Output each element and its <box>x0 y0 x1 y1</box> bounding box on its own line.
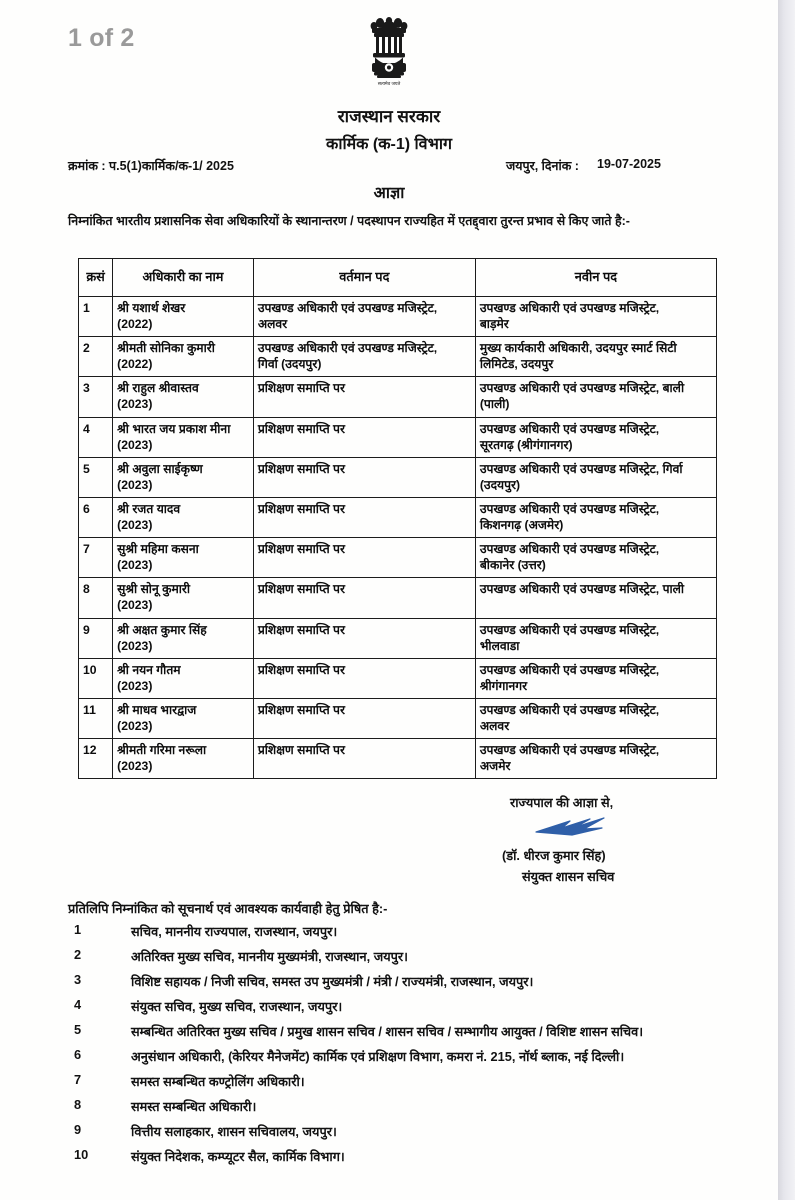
cell-officer-name-line-2: (2023) <box>117 397 153 412</box>
cell-new-post <box>475 457 716 497</box>
cell-new-post-line-1: उपखण्ड अधिकारी एवं उपखण्ड मजिस्ट्रेट, बाली <box>479 381 685 396</box>
cell-sno-line-1: 7 <box>83 542 90 557</box>
table-row <box>79 337 717 377</box>
distribution-heading: प्रतिलिपि निम्नांकित को सूचनार्थ एवं आवश्यक कार्यवाही हेतु प्रेषित है:- <box>68 901 388 916</box>
cell-officer-name <box>113 297 254 337</box>
cell-current-post <box>253 417 475 457</box>
cell-sno <box>79 457 113 497</box>
government-name: राजस्थान सरकार <box>337 107 441 126</box>
emblem-svg <box>366 14 412 92</box>
cell-sno <box>79 297 113 337</box>
cell-officer-name-line-2: (2023) <box>117 437 153 452</box>
list-item-number: 5 <box>74 1022 82 1037</box>
cell-new-post <box>475 658 716 698</box>
cell-officer-name-line-1: श्री माधव भारद्वाज <box>117 702 197 717</box>
list-item-number: 4 <box>74 997 82 1012</box>
cell-current-post <box>253 497 475 537</box>
list-item-number: 2 <box>74 947 82 962</box>
list-item <box>68 997 758 1022</box>
cell-sno-line-1: 3 <box>83 381 90 396</box>
cell-officer-name <box>113 337 254 377</box>
by-order-of-governor: राज्यपाल की आज्ञा से, <box>510 795 614 810</box>
cell-new-post-line-1: उपखण्ड अधिकारी एवं उपखण्ड मजिस्ट्रेट, <box>479 542 660 557</box>
cell-officer-name <box>113 698 254 738</box>
cell-current-post-line-1: प्रशिक्षण समाप्ति पर <box>257 542 345 557</box>
cell-new-post-line-2: (उदयपुर) <box>479 477 521 492</box>
list-item-text: संयुक्त निदेशक, कम्प्यूटर सैल, कार्मिक विभाग। <box>131 1149 345 1164</box>
cell-officer-name <box>113 377 254 417</box>
cell-officer-name-line-2: (2023) <box>117 477 153 492</box>
cell-officer-name <box>113 417 254 457</box>
cell-sno-line-1: 1 <box>83 301 90 315</box>
column-header-name: अधिकारी का नाम <box>113 259 254 297</box>
cell-officer-name-line-2: (2022) <box>117 357 153 372</box>
table-row <box>79 618 717 658</box>
table-row <box>79 417 717 457</box>
table-row <box>79 297 717 337</box>
cell-new-post-line-1: उपखण्ड अधिकारी एवं उपखण्ड मजिस्ट्रेट, <box>479 702 660 717</box>
cell-sno <box>79 377 113 417</box>
list-item <box>68 1047 758 1072</box>
cell-new-post-line-1: उपखण्ड अधिकारी एवं उपखण्ड मजिस्ट्रेट, <box>479 622 660 637</box>
cell-officer-name-line-1: श्री भारत जय प्रकाश मीना <box>117 421 231 436</box>
cell-current-post-line-1: प्रशिक्षण समाप्ति पर <box>257 702 345 717</box>
cell-current-post <box>253 457 475 497</box>
cell-officer-name <box>113 658 254 698</box>
list-item <box>68 922 758 947</box>
cell-current-post-line-1: उपखण्ड अधिकारी एवं उपखण्ड मजिस्ट्रेट, <box>257 341 438 356</box>
signer-designation: संयुक्त शासन सचिव <box>522 869 615 884</box>
place-date-label: जयपुर, दिनांक : <box>506 159 579 173</box>
cell-officer-name <box>113 538 254 578</box>
cell-new-post-line-2: लिमिटेड, उदयपुर <box>479 357 554 372</box>
emblem-motto: सत्यमेव जयते <box>377 81 401 86</box>
column-header-sno: क्रसं <box>79 259 113 297</box>
cell-officer-name-line-2: (2023) <box>117 558 153 573</box>
cell-sno <box>79 417 113 457</box>
distribution-list <box>68 922 758 1172</box>
cell-current-post <box>253 538 475 578</box>
cell-current-post <box>253 739 475 779</box>
list-item-number: 3 <box>74 972 82 987</box>
cell-officer-name-line-2: (2023) <box>117 678 153 693</box>
cell-officer-name-line-1: सुश्री सोनू कुमारी <box>117 582 191 597</box>
signer-name: (डॉ. धीरज कुमार सिंह) <box>502 848 606 863</box>
list-item <box>68 1072 758 1097</box>
cell-current-post-line-2: अलवर <box>257 317 288 332</box>
cell-new-post <box>475 698 716 738</box>
officer-transfer-table <box>78 258 717 779</box>
cell-officer-name-line-2: (2023) <box>117 638 153 653</box>
cell-current-post <box>253 297 475 337</box>
table-header-row <box>79 259 717 297</box>
cell-current-post-line-1: प्रशिक्षण समाप्ति पर <box>257 662 345 677</box>
cell-officer-name <box>113 618 254 658</box>
list-item <box>68 1122 758 1147</box>
cell-officer-name-line-1: श्री राहुल श्रीवास्तव <box>117 381 199 396</box>
cell-new-post-line-1: उपखण्ड अधिकारी एवं उपखण्ड मजिस्ट्रेट, <box>479 743 660 758</box>
cell-current-post <box>253 698 475 738</box>
cell-current-post <box>253 618 475 658</box>
table-row <box>79 377 717 417</box>
cell-new-post-line-2: अलवर <box>479 718 510 733</box>
cell-current-post-line-1: प्रशिक्षण समाप्ति पर <box>257 501 345 516</box>
cell-officer-name-line-1: श्री अवुला साईकृष्ण <box>117 461 203 476</box>
cell-sno-line-1: 2 <box>83 341 90 356</box>
cell-sno <box>79 578 113 618</box>
cell-sno <box>79 618 113 658</box>
list-item-text: सचिव, माननीय राज्यपाल, राजस्थान, जयपुर। <box>131 924 338 939</box>
cell-current-post <box>253 337 475 377</box>
cell-new-post <box>475 377 716 417</box>
list-item-number: 1 <box>74 922 82 937</box>
cell-new-post <box>475 739 716 779</box>
cell-sno-line-1: 10 <box>83 662 97 677</box>
list-item <box>68 1097 758 1122</box>
ashoka-lion-capital-emblem <box>0 14 778 97</box>
cell-sno-line-1: 11 <box>83 702 96 717</box>
cell-new-post-line-1: उपखण्ड अधिकारी एवं उपखण्ड मजिस्ट्रेट, <box>479 501 660 516</box>
cell-sno <box>79 698 113 738</box>
column-header-current-post: वर्तमान पद <box>253 259 475 297</box>
list-item <box>68 1022 758 1047</box>
list-item-text: विशिष्ट सहायक / निजी सचिव, समस्त उप मुख्यमंत्री / मंत्री / राज्यमंत्री, राजस्थान, जयपुर। <box>131 974 534 989</box>
signature-block <box>488 793 748 885</box>
cell-officer-name-line-1: श्री यशार्थ शेखर <box>117 301 186 315</box>
cell-officer-name-line-1: श्रीमती सोनिका कुमारी <box>117 341 215 356</box>
cell-new-post <box>475 497 716 537</box>
cell-new-post <box>475 337 716 377</box>
list-item <box>68 972 758 997</box>
cell-new-post-line-2: (पाली) <box>479 397 510 412</box>
table-row <box>79 739 717 779</box>
cell-current-post <box>253 658 475 698</box>
table-row <box>79 578 717 618</box>
table-row <box>79 538 717 578</box>
column-header-new-post: नवीन पद <box>475 259 716 297</box>
cell-current-post-line-1: प्रशिक्षण समाप्ति पर <box>257 461 345 476</box>
cell-officer-name <box>113 739 254 779</box>
order-title: आज्ञा <box>373 185 405 202</box>
cell-officer-name-line-2: (2022) <box>117 317 153 332</box>
cell-sno-line-1: 6 <box>83 501 90 516</box>
table-row <box>79 457 717 497</box>
cell-officer-name-line-2: (2023) <box>117 518 153 533</box>
cell-officer-name <box>113 578 254 618</box>
cell-officer-name-line-2: (2023) <box>117 718 153 733</box>
cell-sno <box>79 658 113 698</box>
cell-new-post-line-1: उपखण्ड अधिकारी एवं उपखण्ड मजिस्ट्रेट, <box>479 421 660 436</box>
list-item-text: अतिरिक्त मुख्य सचिव, माननीय मुख्यमंत्री, राजस्थान, जयपुर। <box>131 949 408 964</box>
cell-new-post-line-2: बीकानेर (उत्तर) <box>479 558 546 573</box>
page-edge-shadow <box>778 0 795 1200</box>
list-item-number: 6 <box>74 1047 82 1062</box>
cell-new-post <box>475 618 716 658</box>
list-item-text: अनुसंधान अधिकारी, (केरियर मैनेजमेंट) कार्मिक एवं प्रशिक्षण विभाग, कमरा नं. 215, नॉर्थ ब्लाक, नई दिल्ली। <box>131 1049 625 1064</box>
cell-officer-name-line-1: श्री नयन गौतम <box>117 662 181 677</box>
list-item-text: समस्त सम्बन्धित अधिकारी। <box>131 1099 257 1114</box>
cell-officer-name-line-1: श्री रजत यादव <box>117 501 181 516</box>
list-item-text: वित्तीय सलाहकार, शासन सचिवालय, जयपुर। <box>131 1124 337 1139</box>
cell-officer-name <box>113 497 254 537</box>
cell-new-post-line-2: श्रीगंगानगर <box>479 678 528 693</box>
cell-sno <box>79 538 113 578</box>
cell-new-post-line-1: मुख्य कार्यकारी अधिकारी, उदयपुर स्मार्ट सिटी <box>479 341 677 356</box>
list-item-text: समस्त सम्बन्धित कण्ट्रोलिंग अधिकारी। <box>131 1074 305 1089</box>
cell-current-post-line-1: प्रशिक्षण समाप्ति पर <box>257 622 345 637</box>
cell-current-post-line-1: प्रशिक्षण समाप्ति पर <box>257 743 345 758</box>
cell-new-post <box>475 297 716 337</box>
order-date: 19-07-2025 <box>597 157 661 171</box>
cell-new-post-line-2: सूरतगढ़ (श्रीगंगानगर) <box>479 437 573 452</box>
cell-new-post-line-1: उपखण्ड अधिकारी एवं उपखण्ड मजिस्ट्रेट, <box>479 662 660 677</box>
list-item-number: 7 <box>74 1072 82 1087</box>
cell-new-post-line-2: किशनगढ़ (अजमेर) <box>479 518 564 533</box>
cell-new-post <box>475 538 716 578</box>
cell-current-post-line-1: प्रशिक्षण समाप्ति पर <box>257 381 345 396</box>
cell-current-post <box>253 377 475 417</box>
table-row <box>79 497 717 537</box>
cell-current-post-line-1: उपखण्ड अधिकारी एवं उपखण्ड मजिस्ट्रेट, <box>257 301 438 315</box>
handwritten-signature <box>532 813 612 843</box>
list-item-number: 10 <box>74 1147 89 1162</box>
cell-new-post <box>475 578 716 618</box>
cell-sno <box>79 497 113 537</box>
cell-officer-name-line-1: श्रीमती गरिमा नरूला <box>117 743 207 758</box>
table-row <box>79 658 717 698</box>
department-name: कार्मिक (क-1) विभाग <box>326 136 452 153</box>
cell-officer-name <box>113 457 254 497</box>
list-item-text: सम्बन्धित अतिरिक्त मुख्य सचिव / प्रमुख शासन सचिव / शासन सचिव / सम्भागीय आयुक्त / विशिष्ट शासन सचिव। <box>131 1024 644 1039</box>
cell-current-post-line-1: प्रशिक्षण समाप्ति पर <box>257 582 345 597</box>
cell-sno-line-1: 8 <box>83 582 90 597</box>
order-preamble: निम्नांकित भारतीय प्रशासनिक सेवा अधिकारियों के स्थानान्तरण / पदस्थापन राज्यहित में एतद्द्वारा तुरन्त प्रभाव से किए जाते है:- <box>68 214 630 228</box>
table-row <box>79 698 717 738</box>
reference-number: क्रमांक : प.5(1)कार्मिक/क-1/ 2025 <box>68 159 234 173</box>
cell-sno-line-1: 5 <box>83 461 90 476</box>
cell-sno-line-1: 12 <box>83 743 97 758</box>
page-indicator: 1 of 2 <box>68 24 135 52</box>
cell-sno <box>79 337 113 377</box>
cell-new-post-line-2: भीलवाडा <box>479 638 520 653</box>
cell-sno <box>79 739 113 779</box>
cell-new-post-line-1: उपखण्ड अधिकारी एवं उपखण्ड मजिस्ट्रेट, <box>479 301 660 315</box>
cell-new-post-line-1: उपखण्ड अधिकारी एवं उपखण्ड मजिस्ट्रेट, गिर्वा <box>479 461 683 476</box>
list-item <box>68 947 758 972</box>
cell-new-post-line-1: उपखण्ड अधिकारी एवं उपखण्ड मजिस्ट्रेट, पाली <box>479 582 685 597</box>
cell-new-post-line-2: बाड़मेर <box>479 317 509 332</box>
cell-officer-name-line-2: (2023) <box>117 598 153 613</box>
cell-current-post-line-2: गिर्वा (उदयपुर) <box>257 357 322 372</box>
cell-officer-name-line-1: सुश्री महिमा कसना <box>117 542 199 557</box>
list-item-number: 8 <box>74 1097 82 1112</box>
cell-new-post-line-2: अजमेर <box>479 759 511 774</box>
cell-current-post-line-1: प्रशिक्षण समाप्ति पर <box>257 421 345 436</box>
cell-officer-name-line-2: (2023) <box>117 759 153 774</box>
cell-sno-line-1: 4 <box>83 421 90 436</box>
cell-new-post <box>475 417 716 457</box>
list-item-number: 9 <box>74 1122 82 1137</box>
list-item <box>68 1147 758 1172</box>
cell-sno-line-1: 9 <box>83 622 90 637</box>
cell-current-post <box>253 578 475 618</box>
cell-officer-name-line-1: श्री अक्षत कुमार सिंह <box>117 622 207 637</box>
list-item-text: संयुक्त सचिव, मुख्य सचिव, राजस्थान, जयपुर। <box>131 999 343 1014</box>
